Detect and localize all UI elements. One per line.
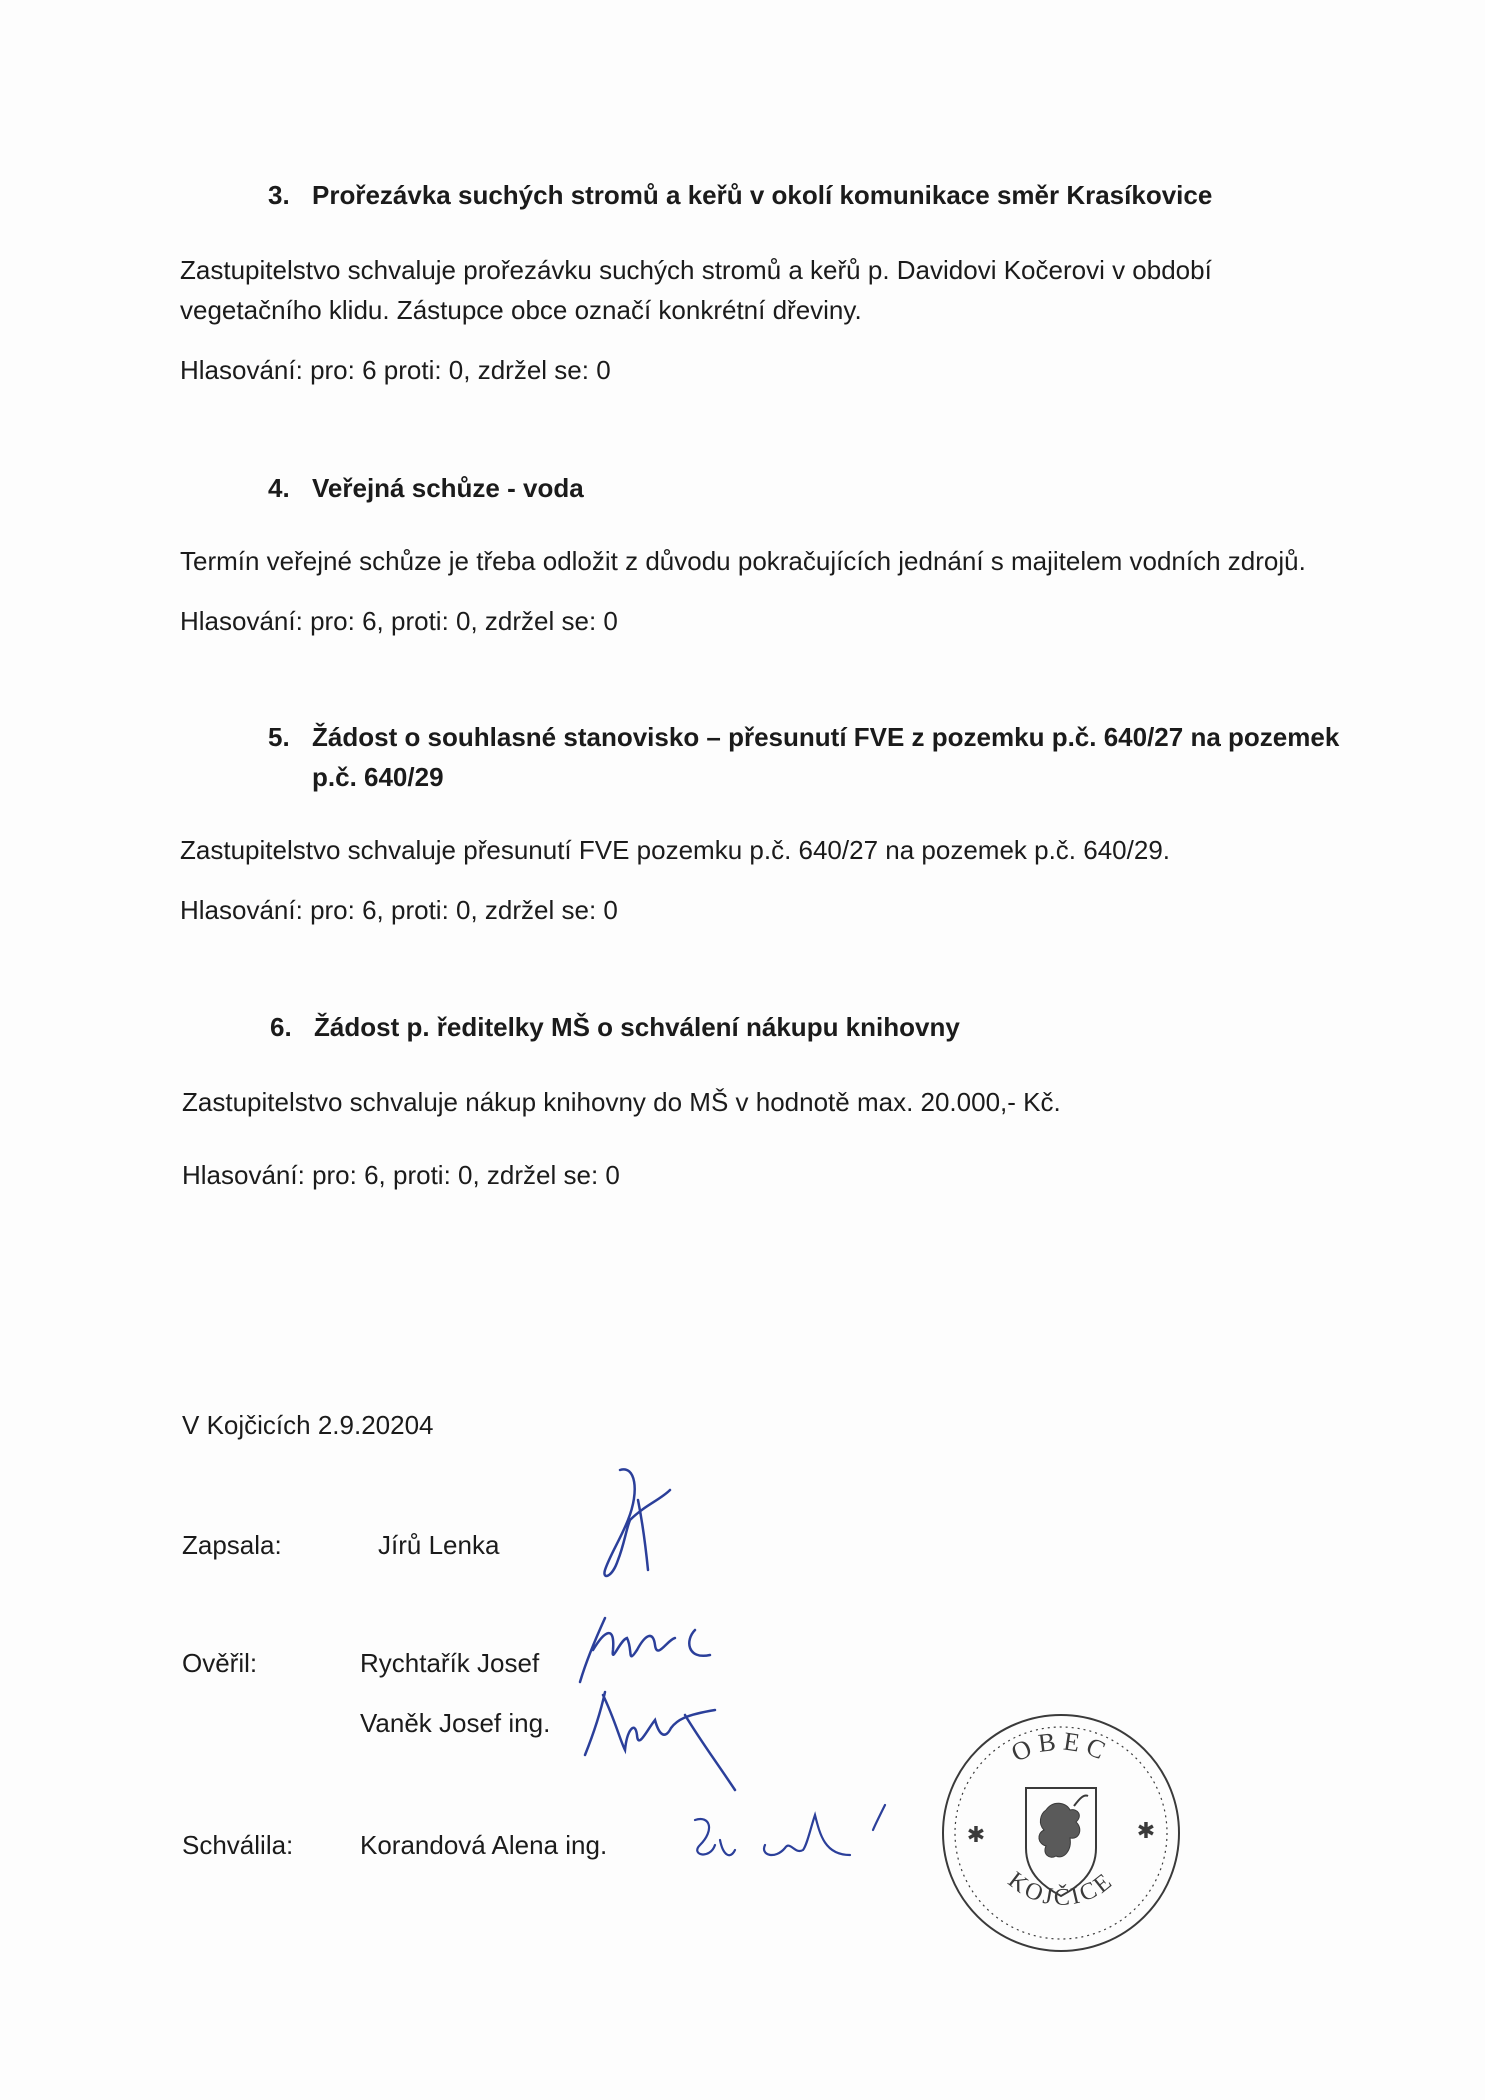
section-3-body-line: Zastupitelstvo schvaluje prořezávku suchých stromů a keřů p. Davidovi Kočerovi v období	[180, 255, 1212, 285]
municipal-stamp	[938, 1710, 1184, 1956]
approved-by-label: Schválila:	[182, 1830, 294, 1860]
verified-by-name-2: Vaněk Josef ing.	[360, 1708, 551, 1738]
section-6-vote: Hlasování: pro: 6, proti: 0, zdržel se: 0	[182, 1160, 620, 1190]
section-5-number: 5.	[268, 722, 290, 752]
svg-text:✱: ✱	[966, 1823, 986, 1848]
section-4-heading	[268, 473, 584, 504]
section-5-body-line: Zastupitelstvo schvaluje přesunutí FVE pozemku p.č. 640/27 na pozemek p.č. 640/29.	[180, 835, 1171, 865]
verified-by-name-1: Rychtařík Josef	[360, 1648, 540, 1678]
signature-korandova	[675, 1800, 905, 1880]
section-4-body	[180, 541, 1306, 581]
section-5-title-line-2: p.č. 640/29	[312, 762, 444, 792]
section-3-body-line: vegetačního klidu. Zástupce obce označí konkrétní dřeviny.	[180, 295, 862, 325]
section-5-body	[180, 830, 1170, 870]
signature-vanek	[575, 1680, 775, 1800]
section-5-vote: Hlasování: pro: 6, proti: 0, zdržel se: 0	[180, 895, 618, 925]
section-5-title-line: Žádost o souhlasné stanovisko – přesunutí FVE z pozemku p.č. 640/27 na pozemek	[312, 722, 1340, 752]
section-3-vote: Hlasování: pro: 6 proti: 0, zdržel se: 0	[180, 355, 611, 385]
stamp-top-text: OBEC	[1007, 1726, 1116, 1768]
section-3-title: Prořezávka suchých stromů a keřů v okolí komunikace směr Krasíkovice	[312, 180, 1213, 210]
section-6-heading	[270, 1012, 960, 1043]
section-3-heading	[268, 180, 1212, 211]
section-6-title: Žádost p. ředitelky MŠ o schválení nákupu knihovny	[314, 1012, 960, 1042]
signature-rychtarik	[575, 1610, 755, 1690]
section-4-title: Veřejná schůze - voda	[312, 473, 584, 503]
verified-by-label: Ověřil:	[182, 1648, 258, 1678]
recorded-by-name: Jírů Lenka	[378, 1530, 500, 1560]
section-6-number: 6.	[270, 1012, 292, 1042]
section-4-body-line: Termín veřejné schůze je třeba odložit z důvodu pokračujících jednání s majitelem vodních zdrojů.	[180, 546, 1306, 576]
section-3-body	[180, 250, 1212, 330]
section-3-number: 3.	[268, 180, 290, 210]
section-5-heading	[268, 722, 1339, 753]
approved-by-name: Korandová Alena ing.	[360, 1830, 608, 1860]
stamp-bottom-text: KOJČICE	[1003, 1867, 1119, 1912]
section-4-number: 4.	[268, 473, 290, 503]
place-date: V Kojčicích 2.9.20204	[182, 1410, 434, 1440]
recorded-by-label: Zapsala:	[182, 1530, 282, 1560]
section-6-body	[182, 1082, 1061, 1122]
svg-text:✱: ✱	[1136, 1819, 1156, 1844]
signature-jiru	[590, 1460, 680, 1600]
section-4-vote: Hlasování: pro: 6, proti: 0, zdržel se: 0	[180, 606, 618, 636]
section-6-body-line: Zastupitelstvo schvaluje nákup knihovny do MŠ v hodnotě max. 20.000,- Kč.	[182, 1087, 1061, 1117]
